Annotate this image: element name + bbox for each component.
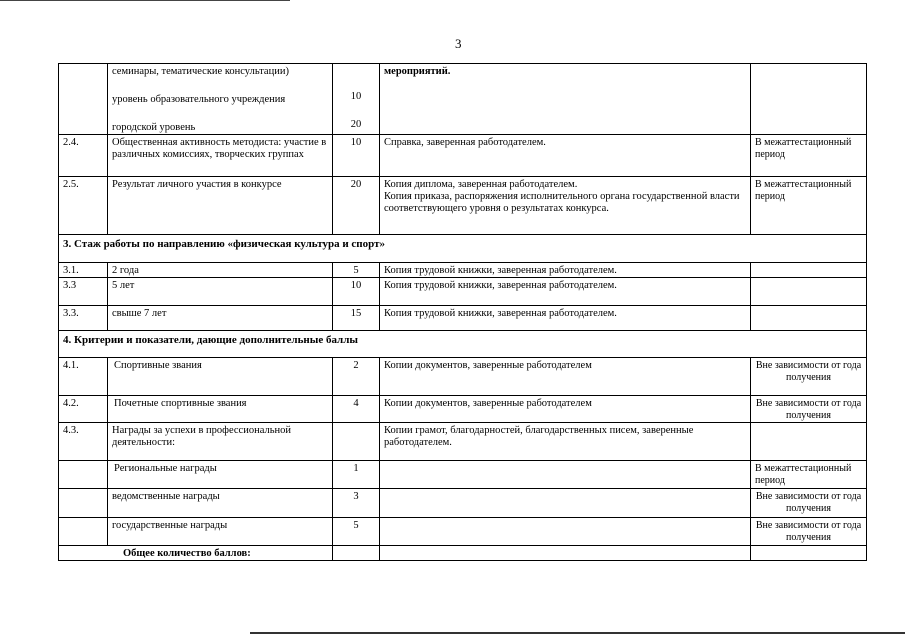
period-cell: В межаттестационный период — [751, 177, 867, 235]
points-cell: 2 — [333, 358, 380, 396]
points-cell: 5 — [333, 263, 380, 278]
criterion-cell: Почетные спортивные звания — [108, 396, 333, 423]
table-row — [59, 177, 867, 235]
total-label: Общее количество баллов: — [59, 546, 333, 561]
docs-cell — [380, 489, 751, 518]
points-value: 20 — [350, 119, 362, 130]
period-cell: Вне зависимости от года получения — [751, 518, 867, 546]
page-number: 3 — [455, 36, 462, 51]
docs-cell: Справка, заверенная работодателем. — [380, 135, 751, 177]
points-cell — [333, 64, 380, 135]
docs-cell: Копии документов, заверенные работодателем — [380, 396, 751, 423]
period-cell — [751, 306, 867, 331]
num-cell — [59, 461, 108, 489]
num-cell: 3.3. — [59, 306, 108, 331]
num-cell: 2.4. — [59, 135, 108, 177]
period-cell — [751, 263, 867, 278]
table-row — [59, 64, 867, 135]
criterion-line: уровень образовательного учреждения — [112, 94, 286, 105]
table-row — [59, 423, 867, 461]
docs-cell: мероприятий. — [380, 64, 751, 135]
points-cell: 3 — [333, 489, 380, 518]
points-cell: 15 — [333, 306, 380, 331]
period-cell — [751, 546, 867, 561]
period-cell: В межаттестационный период — [751, 461, 867, 489]
period-cell: Вне зависимости от года получения — [751, 396, 867, 423]
docs-cell — [380, 546, 751, 561]
top-rule — [0, 0, 290, 1]
section-heading: 4. Критерии и показатели, дающие дополнительные баллы — [59, 331, 867, 358]
criterion-cell: Результат личного участия в конкурсе — [108, 177, 333, 235]
docs-cell: Копия диплома, заверенная работодателем. Копия приказа, распоряжения исполнительного органа государственной власти соответствующего уровня о результатах конкурса. — [380, 177, 751, 235]
num-cell: 4.1. — [59, 358, 108, 396]
bottom-rule — [250, 632, 905, 634]
criterion-cell — [108, 64, 333, 135]
num-cell: 3.1. — [59, 263, 108, 278]
criterion-cell: Общественная активность методиста: участие в различных комиссиях, творческих группах — [108, 135, 333, 177]
criterion-line: семинары, тематические консультации) — [112, 66, 289, 77]
num-cell — [59, 64, 108, 135]
points-cell: 10 — [333, 278, 380, 306]
points-cell: 10 — [333, 135, 380, 177]
period-cell: В межаттестационный период — [751, 135, 867, 177]
table-row — [59, 235, 867, 263]
points-cell: 4 — [333, 396, 380, 423]
table-row — [59, 263, 867, 278]
docs-cell: Копии грамот, благодарностей, благодарственных писем, заверенные работодателем. — [380, 423, 751, 461]
period-cell: Вне зависимости от года получения — [751, 358, 867, 396]
criterion-cell: ведомственные награды — [108, 489, 333, 518]
docs-cell — [380, 518, 751, 546]
period-cell — [751, 64, 867, 135]
section-heading: 3. Стаж работы по направлению «физическая культура и спорт» — [59, 235, 867, 263]
table-row — [59, 306, 867, 331]
num-cell — [59, 518, 108, 546]
docs-cell — [380, 461, 751, 489]
criterion-cell: Спортивные звания — [108, 358, 333, 396]
points-cell: 1 — [333, 461, 380, 489]
criterion-cell: свыше 7 лет — [108, 306, 333, 331]
num-cell: 3.3 — [59, 278, 108, 306]
docs-cell: Копии документов, заверенные работодателем — [380, 358, 751, 396]
criterion-cell: государственные награды — [108, 518, 333, 546]
period-cell — [751, 423, 867, 461]
table-row — [59, 489, 867, 518]
criteria-table — [58, 63, 867, 561]
points-cell: 20 — [333, 177, 380, 235]
table-row — [59, 461, 867, 489]
points-cell — [333, 546, 380, 561]
points-cell: 5 — [333, 518, 380, 546]
criterion-cell: Региональные награды — [108, 461, 333, 489]
num-cell: 2.5. — [59, 177, 108, 235]
points-value: 10 — [350, 91, 362, 102]
criterion-cell: Награды за успехи в профессиональной деятельности: — [108, 423, 333, 461]
num-cell: 4.3. — [59, 423, 108, 461]
table-row — [59, 331, 867, 358]
table-row — [59, 518, 867, 546]
table-row — [59, 135, 867, 177]
table-row — [59, 396, 867, 423]
points-cell — [333, 423, 380, 461]
period-cell: Вне зависимости от года получения — [751, 489, 867, 518]
docs-cell: Копия трудовой книжки, заверенная работодателем. — [380, 263, 751, 278]
table-row — [59, 546, 867, 561]
period-cell — [751, 278, 867, 306]
num-cell — [59, 489, 108, 518]
table-row — [59, 358, 867, 396]
docs-cell: Копия трудовой книжки, заверенная работодателем. — [380, 306, 751, 331]
criterion-cell: 5 лет — [108, 278, 333, 306]
criterion-cell: 2 года — [108, 263, 333, 278]
criterion-line: городской уровень — [112, 122, 196, 133]
num-cell: 4.2. — [59, 396, 108, 423]
docs-cell: Копия трудовой книжки, заверенная работодателем. — [380, 278, 751, 306]
table-row — [59, 278, 867, 306]
